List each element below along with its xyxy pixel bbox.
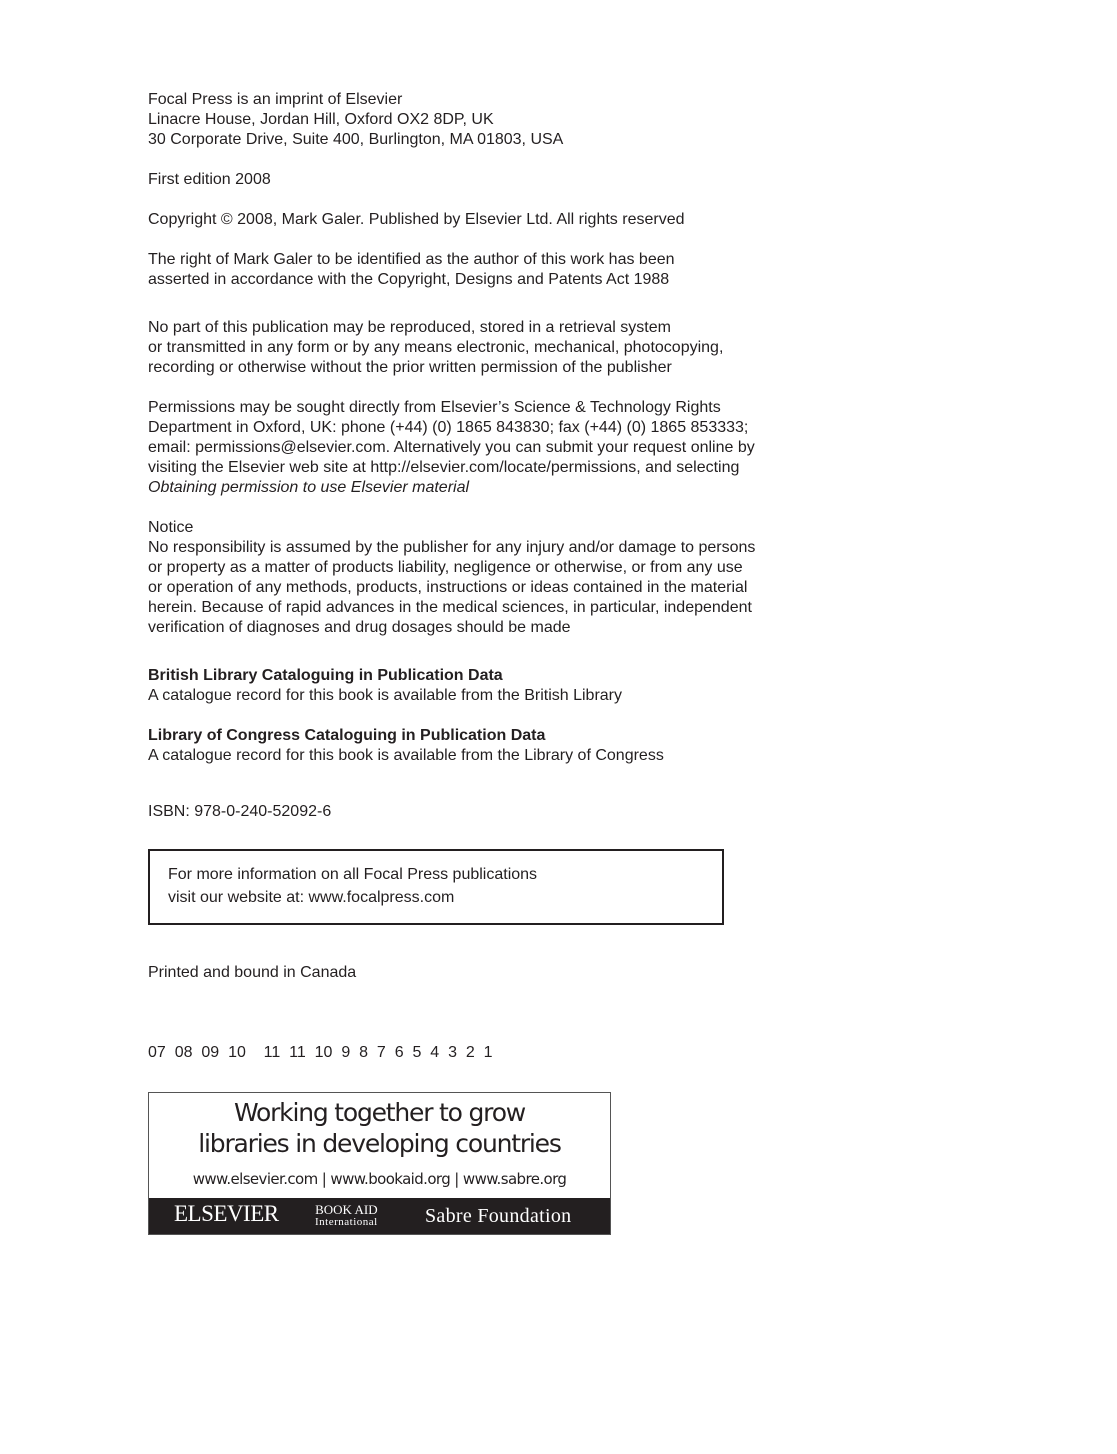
edition-text: First edition 2008 [148,171,271,188]
loc-title: Library of Congress Cataloguing in Publication Data [148,727,546,744]
print-line-numbers: 07 08 09 10 11 11 10 9 8 7 6 5 4 3 2 1 [148,1044,493,1061]
banner-urls: www.elsevier.com | www.bookaid.org | www.sabre.org [192,1170,567,1188]
library-of-congress-block [148,726,664,766]
notice-line: or operation of any methods, products, instructions or ideas contained in the material [148,579,748,596]
notice-title: Notice [148,519,194,536]
permissions-line: email: permissions@elsevier.com. Alternatively you can submit your request online by [148,439,755,456]
printed-location [148,963,356,983]
info-box-website: visit our website at: www.focalpress.com [168,889,455,906]
notice-line: No responsibility is assumed by the publisher for any injury and/or damage to persons [148,539,756,556]
banner-headline-line: libraries in developing countries [198,1129,561,1158]
printed-text: Printed and bound in Canada [148,964,357,981]
reproduction-line: No part of this publication may be reproduced, stored in a retrieval system [148,319,671,336]
british-library-text: A catalogue record for this book is available from the British Library [148,687,623,704]
elsevier-logo: ELSEVIER [174,1201,279,1226]
moral-rights-line: asserted in accordance with the Copyright, Designs and Patents Act 1988 [148,271,670,288]
loc-text: A catalogue record for this book is available from the Library of Congress [148,747,664,764]
imprint-block [148,90,563,150]
permissions-line: Department in Oxford, UK: phone (+44) (0) 1865 843830; fax (+44) (0) 1865 853333; [148,419,749,436]
reproduction-line: recording or otherwise without the prior written permission of the publisher [148,359,672,376]
permissions-line: Permissions may be sought directly from Elsevier’s Science & Technology Rights [148,399,721,416]
copyright-text: Copyright © 2008, Mark Galer. Published by Elsevier Ltd. All rights reserved [148,211,685,228]
banner-headline-line: Working together to grow [233,1098,526,1127]
isbn [148,802,331,822]
imprint-line: Linacre House, Jordan Hill, Oxford OX2 8DP, UK [148,111,494,128]
notice-line: verification of diagnoses and drug dosages should be made [148,619,571,636]
notice-line: or property as a matter of products liability, negligence or otherwise, or from any use [148,559,743,576]
banner-logo-bar [149,1198,610,1234]
book-aid-banner [148,1092,611,1235]
british-library-block [148,666,622,706]
book-aid-logo-line2: International [315,1216,378,1228]
imprint-line: Focal Press is an imprint of Elsevier [148,91,403,108]
info-box-line: For more information on all Focal Press publications [168,866,538,883]
moral-rights-line: The right of Mark Galer to be identified as the author of this work has been [148,251,675,268]
permissions-italic-line: Obtaining permission to use Elsevier material [148,479,470,496]
copyright [148,210,684,230]
isbn-text: ISBN: 978-0-240-52092-6 [148,803,332,820]
reproduction-line: or transmitted in any form or by any means electronic, mechanical, photocopying, [148,339,724,356]
reproduction-block [148,318,723,378]
edition [148,170,271,190]
book-aid-logo-line1: BOOK AID [315,1202,378,1217]
imprint-line: 30 Corporate Drive, Suite 400, Burlington, MA 01803, USA [148,131,564,148]
notice-line: herein. Because of rapid advances in the medical sciences, in particular, independent [148,599,752,616]
focal-press-info-box [148,849,724,925]
book-aid-logo [315,1203,378,1229]
moral-rights-block [148,250,675,290]
permissions-line: visiting the Elsevier web site at http://elsevier.com/locate/permissions, and selecting [148,459,740,476]
print-line [148,1003,493,1103]
notice-block [148,518,755,638]
sabre-foundation-logo: Sabre Foundation [425,1205,572,1227]
banner-headline [149,1097,610,1159]
british-library-title: British Library Cataloguing in Publication Data [148,667,503,684]
permissions-block [148,398,755,498]
